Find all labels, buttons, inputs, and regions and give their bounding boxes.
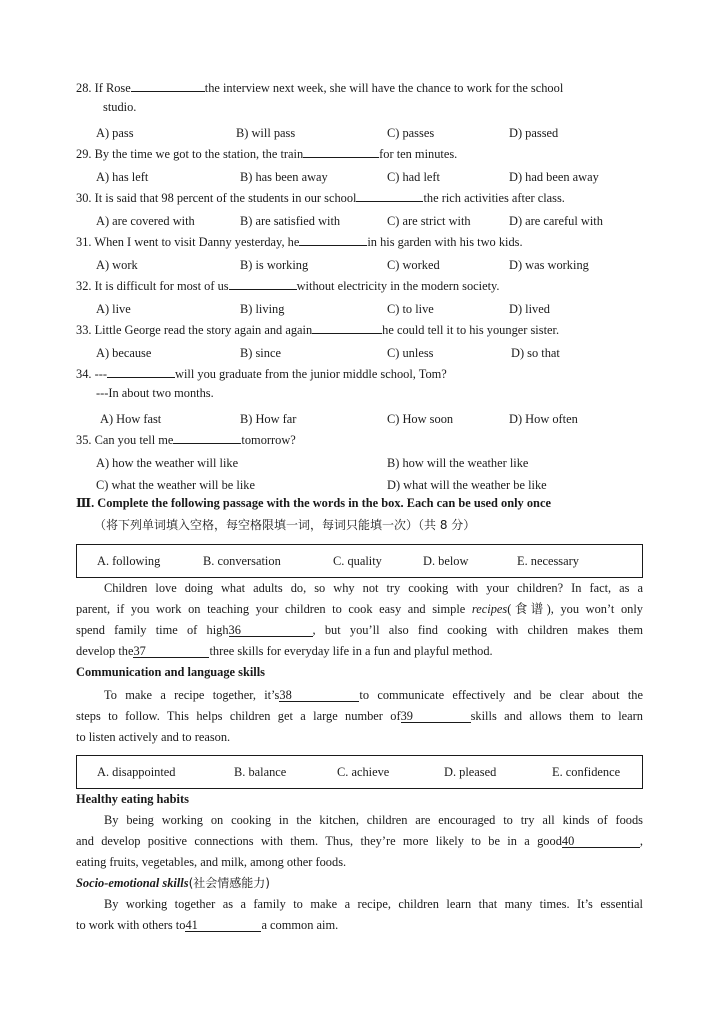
subheading: Healthy eating habits bbox=[76, 792, 189, 806]
paragraph-2: To make a recipe together, it’s38 to communicate effectively and be clear about the steps to follow. This helps children get a large number of39 skills and allows them to learn to listen actively and to reason. bbox=[76, 688, 643, 744]
word-option: C. achieve bbox=[337, 764, 390, 779]
paragraph-4: By working together as a family to make a recipe, children learn that many times. It’s essential to work with others to41 a common aim. bbox=[76, 897, 643, 932]
answer-blank[interactable] bbox=[299, 232, 367, 246]
paragraph-1: Children love doing what adults do, so why not try cooking with your children? In fact, as a parent, if you work on teaching your children to cook easy and simple recipes(食谱), you won’t only spend family time of high36 , but you’ll also find cooking with children makes them develop the37 three skills for everyday life in a fun and playful method. bbox=[76, 581, 643, 658]
option-d[interactable]: D) are careful with bbox=[509, 213, 603, 228]
option-a[interactable]: A) has left bbox=[96, 169, 149, 184]
answer-blank[interactable] bbox=[107, 364, 175, 378]
question-33: 33. Little George read the story again and again he could tell it to his younger sister. A) because B) since C) unless D) so that bbox=[76, 320, 643, 364]
word-box-2 bbox=[76, 755, 643, 789]
question-29: 29. By the time we got to the station, the train for ten minutes. A) has left B) has been away C) had left D) had been away bbox=[76, 144, 643, 188]
question-number: 34. bbox=[76, 367, 92, 381]
section-title: Ⅲ. Complete the following passage with the words in the box. Each can be used only once bbox=[76, 496, 551, 510]
answer-blank-41[interactable]: 41 bbox=[185, 918, 261, 932]
paragraph-3: By being working on cooking in the kitchen, children are encouraged to try all kinds of foods and develop positive connections with them. Thus, they’re more likely to be in a good40 , eating fruits, vegetables, and milk, among other foods. bbox=[76, 813, 643, 869]
subheading: Communication and language skills bbox=[76, 665, 265, 679]
answer-blank[interactable] bbox=[356, 188, 423, 202]
question-35: 35. Can you tell me tomorrow? A) how the weather will like B) how will the weather like C) what the weather will be like D) what will the weather be like bbox=[76, 430, 643, 496]
option-d[interactable]: D) had been away bbox=[509, 169, 599, 184]
option-d[interactable]: D) was working bbox=[509, 257, 589, 272]
option-d[interactable]: D) passed bbox=[509, 125, 559, 140]
word-option: C. quality bbox=[333, 553, 382, 568]
option-a[interactable]: A) because bbox=[96, 345, 152, 360]
option-b[interactable]: B) How far bbox=[240, 411, 297, 426]
word-option: D. pleased bbox=[444, 764, 497, 779]
answer-blank[interactable] bbox=[229, 276, 297, 290]
options bbox=[76, 474, 643, 496]
word-option: B. balance bbox=[234, 764, 287, 779]
question-32: 32. It is difficult for most of us without electricity in the modern society. A) live B) living C) to live D) lived bbox=[76, 276, 643, 320]
option-b[interactable]: B) living bbox=[240, 301, 285, 316]
answer-blank-38[interactable]: 38 bbox=[279, 688, 359, 702]
answer-blank[interactable] bbox=[303, 144, 379, 158]
question-34: 34. --- will you graduate from the junior middle school, Tom? ---In about two months. A) How fast B) How far C) How soon D) How often bbox=[76, 364, 643, 430]
options bbox=[76, 298, 643, 320]
options bbox=[76, 342, 643, 364]
option-d[interactable]: D) How often bbox=[509, 411, 578, 426]
section-instruction-cn: （将下列单词填入空格，每空格限填一词，每词只能填一次）（共 8 分） bbox=[94, 518, 476, 532]
question-number: 29. bbox=[76, 147, 92, 161]
option-c[interactable]: C) are strict with bbox=[387, 213, 471, 228]
option-d[interactable]: D) what will the weather be like bbox=[387, 477, 547, 492]
option-a[interactable]: A) work bbox=[96, 257, 138, 272]
option-a[interactable]: A) live bbox=[96, 301, 131, 316]
option-c[interactable]: C) to live bbox=[387, 301, 434, 316]
options bbox=[76, 254, 643, 276]
option-c[interactable]: C) How soon bbox=[387, 411, 454, 426]
question-number: 33. bbox=[76, 323, 92, 337]
option-c[interactable]: C) had left bbox=[387, 169, 440, 184]
options bbox=[76, 408, 643, 430]
question-30: 30. It is said that 98 percent of the students in our school the rich activities after class. A) are covered with B) are satisfied with C) are strict with D) are careful with bbox=[76, 188, 643, 232]
options bbox=[76, 452, 643, 474]
option-b[interactable]: B) will pass bbox=[236, 125, 296, 140]
option-a[interactable]: A) how the weather will like bbox=[96, 455, 239, 470]
option-a[interactable]: A) are covered with bbox=[96, 213, 195, 228]
word-option: A. following bbox=[97, 553, 161, 568]
question-31: 31. When I went to visit Danny yesterday, he in his garden with his two kids. A) work B) is working C) worked D) was working bbox=[76, 232, 643, 276]
word-option: B. conversation bbox=[203, 553, 281, 568]
option-b[interactable]: B) are satisfied with bbox=[240, 213, 341, 228]
option-b[interactable]: B) how will the weather like bbox=[387, 455, 529, 470]
options bbox=[76, 166, 643, 188]
option-b[interactable]: B) since bbox=[240, 345, 281, 360]
answer-blank[interactable] bbox=[131, 78, 205, 92]
exam-page bbox=[76, 78, 643, 939]
answer-blank[interactable] bbox=[312, 320, 382, 334]
option-c[interactable]: C) worked bbox=[387, 257, 440, 272]
option-a[interactable]: A) pass bbox=[96, 125, 134, 140]
question-number: 28. bbox=[76, 81, 92, 95]
word-option: E. confidence bbox=[552, 764, 621, 779]
word-option: E. necessary bbox=[517, 553, 579, 568]
subheading: Socio-emotional skills(社会情感能力) bbox=[76, 876, 270, 890]
answer-blank[interactable] bbox=[173, 430, 241, 444]
question-number: 32. bbox=[76, 279, 92, 293]
word-option: A. disappointed bbox=[97, 764, 176, 779]
question-number: 35. bbox=[76, 433, 92, 447]
option-b[interactable]: B) has been away bbox=[240, 169, 328, 184]
options bbox=[76, 210, 643, 232]
question-28: 28. If Rose the interview next week, she will have the chance to work for the school studio. A) pass B) will pass C) passes D) passed bbox=[76, 78, 643, 144]
answer-blank-39[interactable]: 39 bbox=[401, 709, 471, 723]
answer-blank-40[interactable]: 40 bbox=[562, 834, 640, 848]
option-c[interactable]: C) passes bbox=[387, 125, 435, 140]
question-number: 31. bbox=[76, 235, 92, 249]
option-c[interactable]: C) what the weather will be like bbox=[96, 477, 255, 492]
question-number: 30. bbox=[76, 191, 92, 205]
options bbox=[76, 122, 643, 144]
option-a[interactable]: A) How fast bbox=[100, 411, 162, 426]
option-d[interactable]: D) so that bbox=[511, 345, 560, 360]
word-box-1 bbox=[76, 544, 643, 578]
option-c[interactable]: C) unless bbox=[387, 345, 434, 360]
word-option: D. below bbox=[423, 553, 469, 568]
answer-blank-36[interactable]: 36 bbox=[229, 623, 313, 637]
option-d[interactable]: D) lived bbox=[509, 301, 550, 316]
option-b[interactable]: B) is working bbox=[240, 257, 309, 272]
answer-blank-37[interactable]: 37 bbox=[133, 644, 209, 658]
